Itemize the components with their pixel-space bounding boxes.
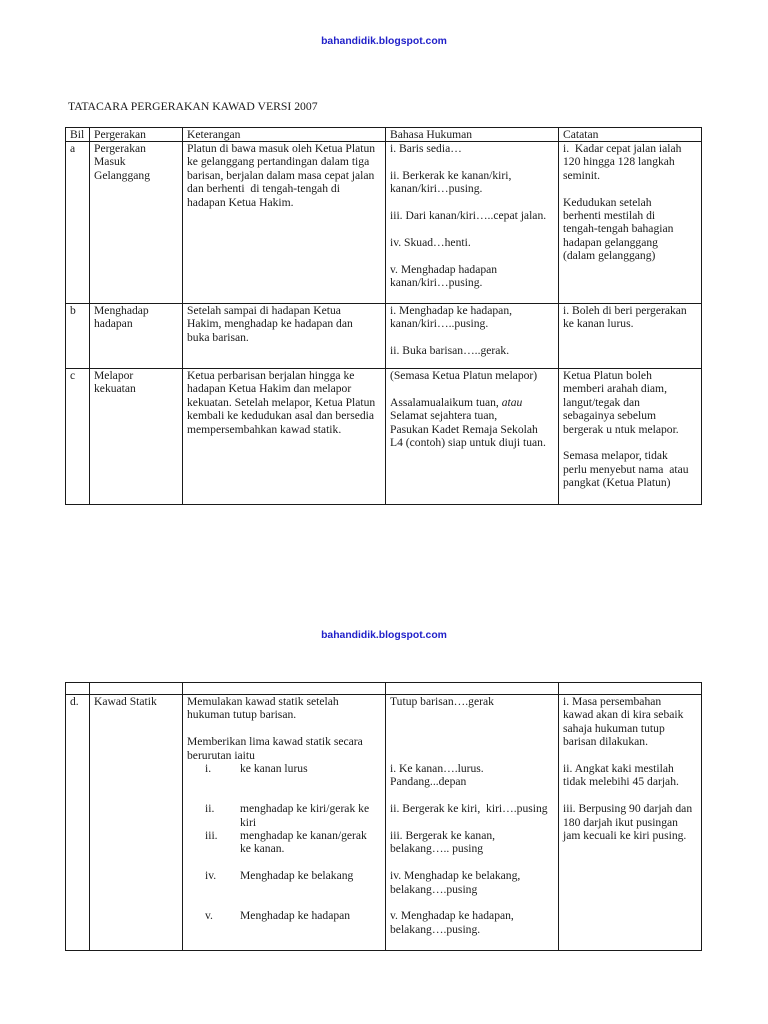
cell-catatan [559,369,702,505]
cell-text: Memulakan kawad statik setelah hukuman tutup barisan. Memberikan lima kawad statik secara berurutan iaitu [187,695,363,762]
cell-text: d. [70,695,79,708]
cell-bil [66,369,90,505]
cell-text: i. Boleh di beri pergerakan ke kanan lurus. [563,304,687,331]
greeting-text: Assalamualaikum tuan, [390,395,499,409]
list-item-number: i. [205,762,212,776]
table-row [66,695,702,951]
cell-text: i. Masa persembahan kawad akan di kira sebaik sahaja hukuman tutup barisan dilakukan. ii. Angkat kaki mestilah tidak melebihi 45 darjah. iii. Berpusing 90 darjah dan 180 darjah ikut pusingan jam kecuali ke kiri pusing. [563,695,693,843]
command-text: iv. Menghadap ke belakang, belakang….pusing [390,869,521,896]
cell-text: Setelah sampai di hadapan Ketua Hakim, menghadap ke hadapan dan buka barisan. [187,304,353,344]
command-text: i. Ke kanan….lurus. Pandang...depan [390,762,484,789]
kawad-procedure-table-continued [65,682,702,951]
table-row [66,369,702,505]
empty-header-cell [559,683,702,695]
kawad-procedure-table [65,127,702,505]
cell-bil [66,304,90,369]
list-item [187,909,383,922]
command-text: v. Menghadap ke hadapan, belakang….pusing. [390,909,514,936]
column-header-bahasa-hukuman: Bahasa Hukuman [386,128,559,142]
list-item [187,829,383,856]
table-row [66,304,702,369]
cell-catatan [559,304,702,369]
empty-header-cell [66,683,90,695]
command-text: ii. Bergerak ke kiri, kiri….pusing [390,802,548,816]
column-header-bil: Bil [66,128,90,142]
cell-text: Kawad Statik [94,695,157,708]
cell-text: Menghadap hadapan [94,304,149,331]
list-item-number: iii. [205,829,218,843]
cell-text: c [70,369,76,382]
list-item-text: menghadap ke kiri/gerak ke kiri [240,802,370,829]
empty-header-cell [386,683,559,695]
cell-bahasa-hukuman [386,695,559,951]
cell-catatan [559,142,702,304]
cell-catatan [559,695,702,951]
list-item [187,762,383,775]
list-item-text: Menghadap ke hadapan [240,909,351,923]
site-link[interactable]: bahandidik.blogspot.com [321,36,447,47]
list-item-text: menghadap ke kanan/gerak ke kanan. [240,829,367,856]
document-title: TATACARA PERGERAKAN KAWAD VERSI 2007 [68,100,318,113]
column-header-pergerakan: Pergerakan [90,128,183,142]
cell-text: i. Menghadap ke hadapan, kanan/kiri…..pusing. ii. Buka barisan…..gerak. [390,304,513,358]
cell-text: Platun di bawa masuk oleh Ketua Platun ke gelanggang pertandingan dalam tiga barisan, berjalan dalam masa cepat jalan dan berhenti di tengah-tengah di hadapan Ketua Hakim. [187,142,376,209]
command-text: iii. Bergerak ke kanan, belakang….. pusing [390,829,496,856]
cell-text: Ketua Platun boleh memberi arahah diam, langut/tegak dan sebagainya sebelum bergerak u ntuk melapor. Semasa melapor, tidak perlu menyebut nama atau pangkat (Ketua Platun) [563,369,689,490]
cell-pergerakan [90,695,183,951]
greeting-line [390,396,556,409]
or-word: atau [501,395,523,409]
column-header-keterangan: Keterangan [183,128,386,142]
cell-text: Melapor kekuatan [94,369,136,396]
list-item-number: v. [205,909,213,923]
cell-text: b [70,304,76,317]
cell-keterangan [183,142,386,304]
cell-bahasa-hukuman [386,142,559,304]
cell-keterangan [183,304,386,369]
list-item-number: ii. [205,802,215,816]
report-intro: (Semasa Ketua Platun melapor) [390,369,538,382]
list-item [187,802,383,829]
report-text: Selamat sejahtera tuan, Pasukan Kadet Remaja Sekolah L4 (contoh) siap untuk diuji tuan. [390,409,546,450]
cell-keterangan [183,369,386,505]
table-row [66,142,702,304]
blank-line [390,382,556,395]
empty-header-cell [90,683,183,695]
cell-text: i. Baris sedia… ii. Berkerak ke kanan/kiri, kanan/kiri…pusing. iii. Dari kanan/kiri…..cepat jalan. iv. Skuad…henti. v. Menghadap hadapan kanan/kiri…pusing. [390,142,547,290]
cell-text: Pergerakan Masuk Gelanggang [94,142,151,182]
cell-pergerakan [90,142,183,304]
list-item [187,869,383,882]
cell-text: a [70,142,76,155]
empty-header-cell [183,683,386,695]
command-text: Tutup barisan….gerak [390,695,494,708]
list-item-number: iv. [205,869,217,883]
column-header-catatan: Catatan [559,128,702,142]
table-header-row [66,128,702,142]
cell-pergerakan [90,304,183,369]
list-item-text: ke kanan lurus [240,762,308,776]
cell-bil [66,695,90,951]
cell-bahasa-hukuman [386,304,559,369]
cell-pergerakan [90,369,183,505]
site-link[interactable]: bahandidik.blogspot.com [321,630,447,641]
cell-bil [66,142,90,304]
cell-text: Ketua perbarisan berjalan hingga ke hadapan Ketua Hakim dan melapor kekuatan. Setelah melapor, Ketua Platun kembali ke kedudukan asal dan bersedia mempersembahkan kawad statik. [187,369,376,436]
cell-keterangan [183,695,386,951]
cell-text: i. Kadar cepat jalan ialah 120 hingga 128 langkah seminit. Kedudukan setelah berhenti mestilah di tengah-tengah bahagian hadapan gelanggang (dalam gelanggang) [563,142,682,263]
cell-bahasa-hukuman [386,369,559,505]
list-item-text: Menghadap ke belakang [240,869,354,883]
table-header-row-empty [66,683,702,695]
static-drill-list [187,762,383,923]
